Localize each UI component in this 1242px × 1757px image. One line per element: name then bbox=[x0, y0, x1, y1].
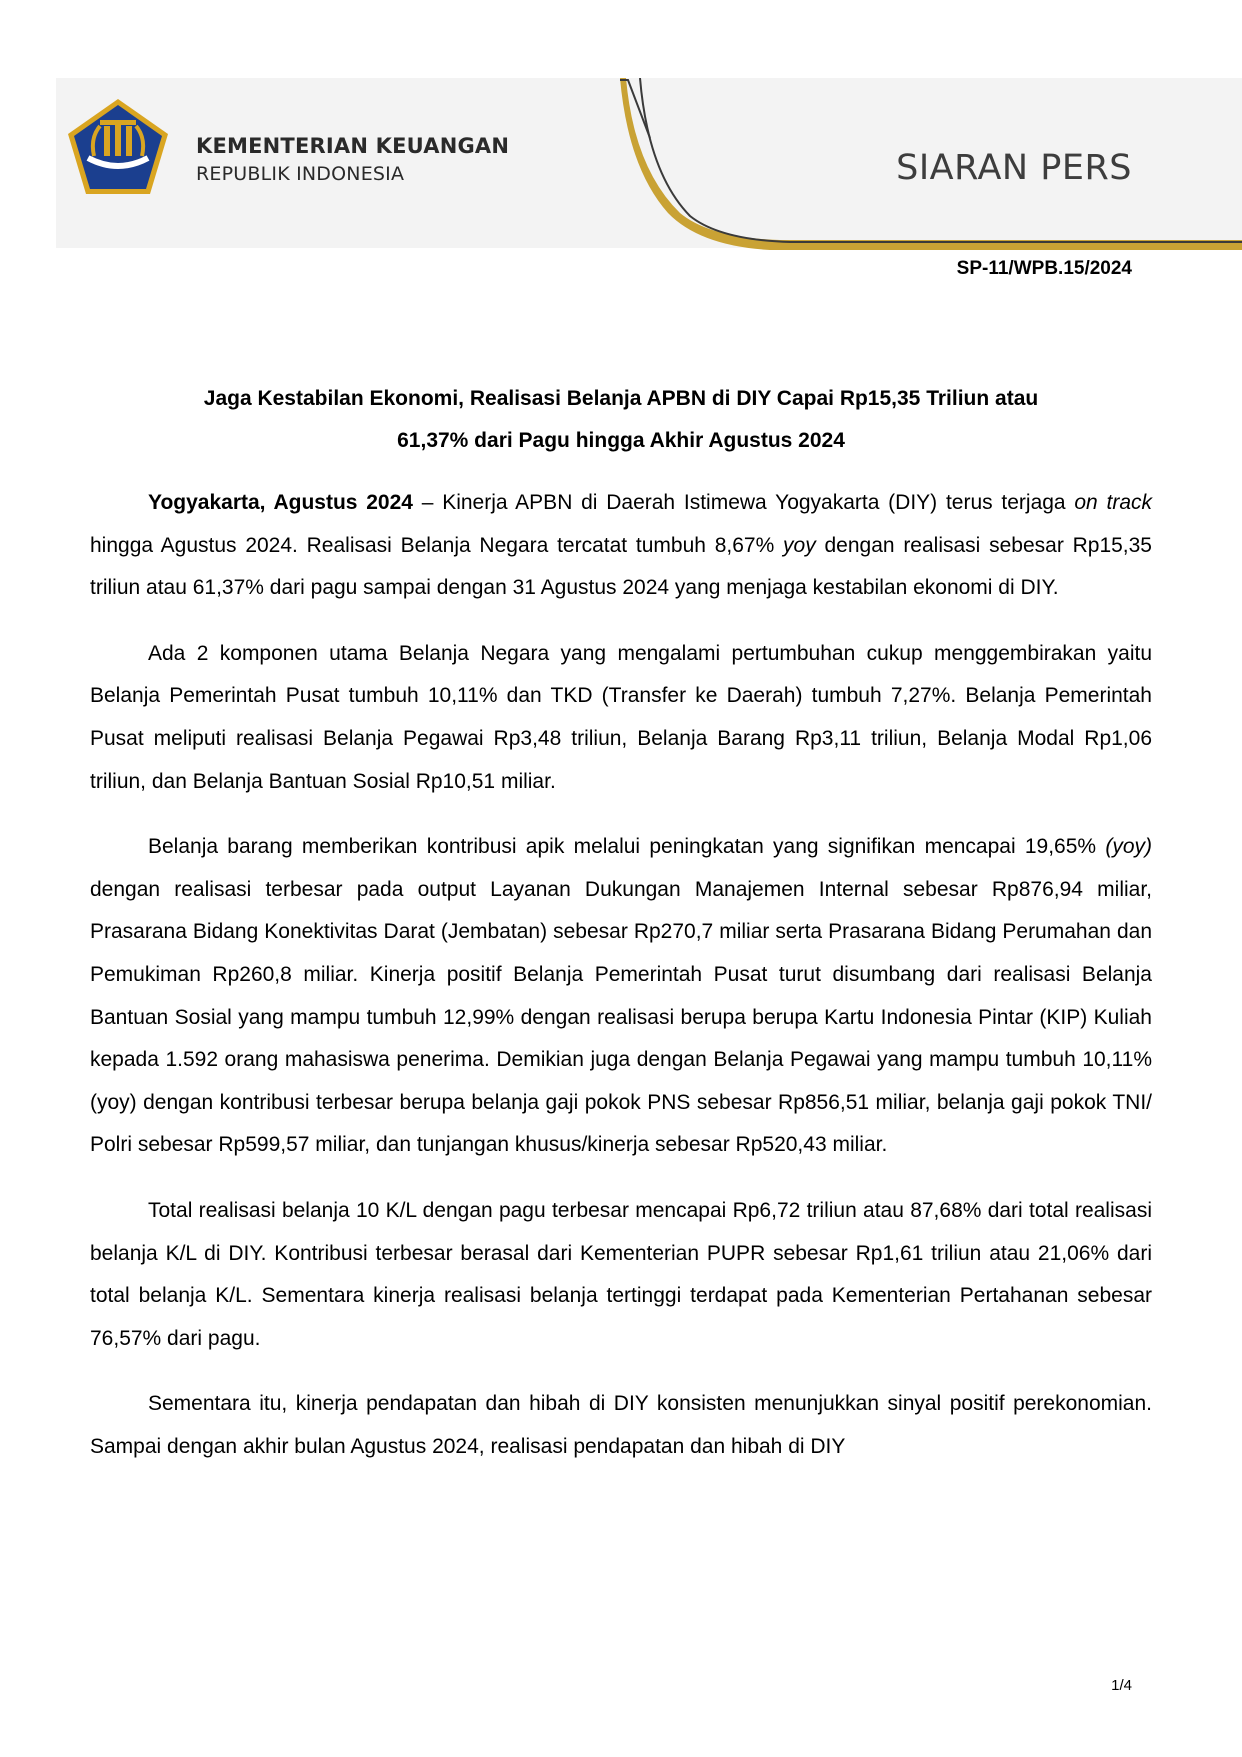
paragraph-3-text-a: Belanja barang memberikan kontribusi apik melalui peningkatan yang signifikan mencapai 19,65% bbox=[148, 835, 1106, 859]
paragraph-3-italic: (yoy) bbox=[1105, 835, 1152, 859]
paragraph-4: Total realisasi belanja 10 K/L dengan pagu terbesar mencapai Rp6,72 triliun atau 87,68% dari total realisasi belanja K/L di DIY. Kontribusi terbesar berasal dari Kementerian PUPR sebesar Rp1,61 triliun atau 21,06% dari total belanja K/L. Sementara kinerja realisasi belanja tertinggi terdapat pada Kementerian Pertahanan sebesar 76,57% dari pagu. bbox=[90, 1198, 1152, 1350]
paragraph-1-text-c: dengan realisasi sebesar Rp15,35 triliun atau 61,37% dari pagu sampai dengan 31 Agustus 2024 yang menjaga kestabilan ekonomi di DIY. bbox=[90, 533, 1152, 600]
paragraph-5: Sementara itu, kinerja pendapatan dan hibah di DIY konsisten menunjukkan sinyal positif perekonomian. Sampai dengan akhir bulan Agustus 2024, realisasi pendapatan dan hibah di DIY bbox=[90, 1392, 1152, 1458]
title-line2: 61,37% dari Pagu hingga Akhir Agustus 2024 bbox=[397, 429, 845, 452]
paragraph-2: Ada 2 komponen utama Belanja Negara yang mengalami pertumbuhan cukup menggembirakan yaitu Belanja Pemerintah Pusat tumbuh 10,11% dan TKD (Transfer ke Daerah) tumbuh 7,27%. Belanja Pemerintah Pusat meliputi realisasi Belanja Pegawai Rp3,48 triliun, Belanja Barang Rp3,11 triliun, Belanja Modal Rp1,06 triliun, dan Belanja Bantuan Sosial Rp10,51 miliar. bbox=[90, 641, 1152, 793]
press-release-title bbox=[90, 378, 1152, 462]
paragraph-3 bbox=[90, 826, 1152, 1167]
paragraph-1-italic-a: on track bbox=[1074, 491, 1153, 514]
dateline: Yogyakarta, Agustus 2024 bbox=[148, 491, 413, 514]
paragraph-1 bbox=[90, 482, 1152, 610]
ministry-line2: REPUBLIK INDONESIA bbox=[196, 163, 405, 185]
kemenkeu-emblem-icon bbox=[64, 96, 172, 198]
ministry-name bbox=[196, 132, 509, 188]
title-line1: Jaga Kestabilan Ekonomi, Realisasi Belanja APBN di DIY Capai Rp15,35 Triliun atau bbox=[203, 387, 1039, 410]
document-number: SP-11/WPB.15/2024 bbox=[956, 258, 1132, 279]
paragraph-3-text-b: dengan realisasi terbesar pada output Layanan Dukungan Manajemen Internal sebesar Rp876,94 miliar, Prasarana Bidang Konektivitas Darat (Jembatan) sebesar Rp270,7 miliar serta Prasarana Bidang Perumahan dan Pemukiman Rp260,8 miliar. Kinerja positif Belanja Pemerintah Pusat turut disumbang dari realisasi Belanja Bantuan Sosial yang mampu tumbuh 12,99% dengan realisasi berupa berupa Kartu Indonesia Pintar (KIP) Kuliah kepada 1.592 orang mahasiswa penerima. Demikian juga dengan Belanja Pegawai yang mampu tumbuh 10,11% (yoy) dengan kontribusi terbesar berupa belanja gaji pokok PNS sebesar Rp856,51 miliar, belanja gaji pokok TNI/ Polri sebesar Rp599,57 miliar, dan tunjangan khusus/kinerja sebesar Rp520,43 miliar. bbox=[90, 877, 1152, 1157]
ministry-line1: KEMENTERIAN KEUANGAN bbox=[196, 134, 510, 158]
paragraph-1-text-a: – Kinerja APBN di Daerah Istimewa Yogyakarta (DIY) terus terjaga bbox=[412, 491, 1075, 514]
document-type: SIARAN PERS bbox=[896, 148, 1132, 188]
page-number: 1/4 bbox=[1111, 1677, 1132, 1694]
paragraph-1-text-b: hingga Agustus 2024. Realisasi Belanja Negara tercatat tumbuh 8,67% bbox=[90, 533, 784, 557]
paragraph-1-italic-b: yoy bbox=[783, 533, 816, 557]
article-body bbox=[90, 482, 1152, 1468]
